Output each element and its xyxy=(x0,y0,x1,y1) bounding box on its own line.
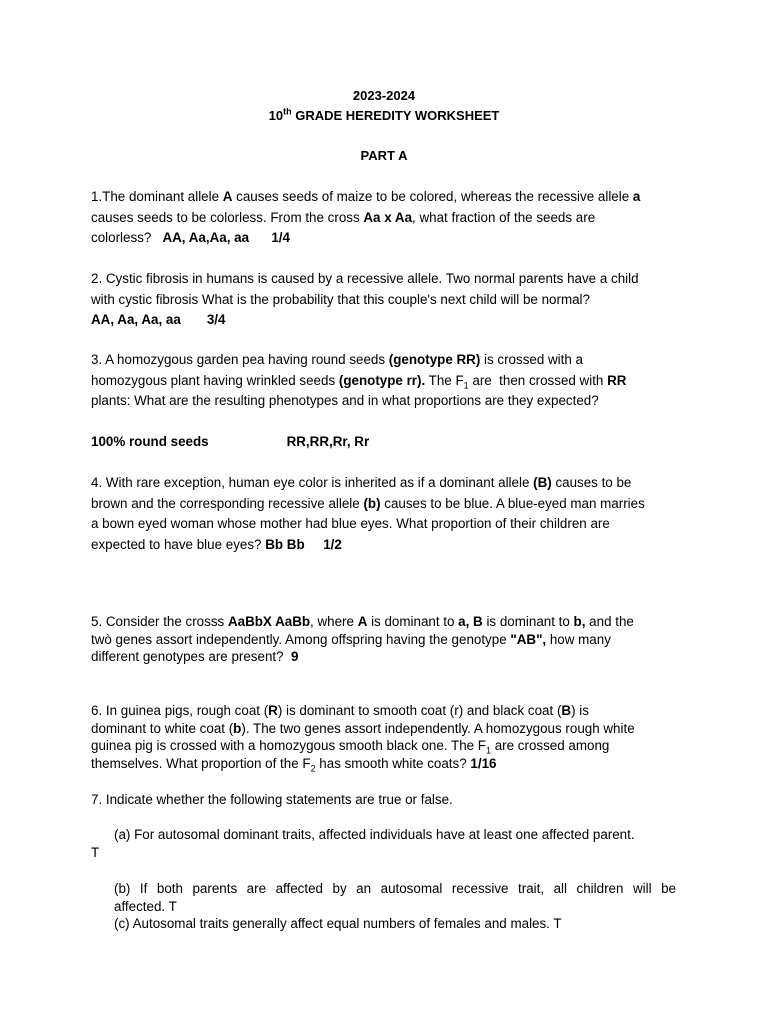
q5-text: different genotypes are present? xyxy=(91,649,292,664)
q6-text: ). The two genes assort independently. A homozygous rough white xyxy=(241,720,635,736)
q3-text: are then crossed with xyxy=(468,372,608,388)
q6-text: has smooth white coats? xyxy=(315,755,471,771)
q3-answer-phenotype: 100% round seeds xyxy=(91,434,209,449)
question-1-line-3 xyxy=(91,228,681,249)
question-3-line-2 xyxy=(91,371,681,392)
question-6-line-2 xyxy=(91,720,681,738)
q7-statement-a-answer-text: T xyxy=(91,845,100,860)
q5-text: how many xyxy=(546,631,611,647)
q6-allele: R xyxy=(268,703,278,718)
q1-text: causes seeds of maize to be colored, whereas the recessive allele xyxy=(232,189,633,204)
question-6-line-1 xyxy=(91,702,681,720)
q5-text: is dominant to xyxy=(367,614,459,629)
q1-text: colorless? xyxy=(91,230,163,245)
school-year-text: 2023-2024 xyxy=(352,88,416,103)
q6-text: dominant to white coat ( xyxy=(91,720,234,736)
q7-statement-c-text: (c) Autosomal traits generally affect equal numbers of females and males. T xyxy=(114,916,562,931)
q6-text: guinea pig is crossed with a homozygous smooth black one. The F xyxy=(91,738,486,753)
q3-rr: RR xyxy=(607,372,627,388)
q5-allele: A xyxy=(357,614,368,629)
q1-cross: Aa x Aa xyxy=(363,209,413,225)
worksheet-title xyxy=(0,106,768,126)
q5-text: 5. Consider the crosss xyxy=(91,614,228,629)
q3-answer xyxy=(91,432,681,453)
q3-answer-genotypes: RR,RR,Rr, Rr xyxy=(286,434,370,449)
title-grade-suffix: th xyxy=(283,106,292,117)
q5-text: is dominant to xyxy=(482,614,574,629)
q7-statement-a xyxy=(114,825,676,846)
title-text: GRADE HEREDITY WORKSHEET xyxy=(291,108,500,123)
q3-text: is crossed with a xyxy=(480,352,583,367)
q4-text: expected to have blue eyes? xyxy=(91,536,266,552)
question-6 xyxy=(91,702,681,772)
q3-answer-line xyxy=(91,432,681,453)
q6-allele: b xyxy=(233,720,242,736)
q1-text: causes seeds to be colorless. From the cross xyxy=(91,209,364,225)
q7-statement-b xyxy=(114,880,676,915)
q6-text: ) is dominant to smooth coat (r) and black coat ( xyxy=(277,703,562,718)
q5-allele: a, B xyxy=(458,614,483,629)
q1-allele-dominant: A xyxy=(222,189,233,204)
q5-genotype: "AB", xyxy=(510,631,547,647)
question-3-line-3: plants: What are the resulting phenotypes and in what proportions are they expected? xyxy=(91,393,599,408)
q7-statement-b-line-2: affected. T xyxy=(114,898,177,914)
question-5 xyxy=(91,613,681,666)
question-1-line-1 xyxy=(91,187,681,208)
q5-text: , where xyxy=(310,614,358,629)
q6-f1-subscript: 1 xyxy=(486,745,492,756)
q3-genotype-rr-dominant: (genotype RR) xyxy=(388,352,481,367)
question-7-intro: 7. Indicate whether the following statements are true or false. xyxy=(91,792,453,807)
question-6-line-4 xyxy=(91,755,681,773)
q5-text: twò genes assort independently. Among offspring having the genotype xyxy=(91,631,511,647)
question-7 xyxy=(91,790,681,811)
q4-allele-dominant: (B) xyxy=(533,475,552,490)
q4-text: causes to be blue. A blue-eyed man marries xyxy=(380,495,645,511)
q5-cross: AaBbX AaBb xyxy=(227,614,311,629)
q3-genotype-rr-recessive: (genotype rr). xyxy=(338,372,426,388)
q1-allele-recessive: a xyxy=(632,189,641,204)
q4-allele-recessive: (b) xyxy=(363,495,381,511)
q4-text: brown and the corresponding recessive allele xyxy=(91,495,364,511)
q6-f2-subscript: 2 xyxy=(310,763,316,774)
question-2 xyxy=(91,269,681,331)
q6-allele: B xyxy=(561,703,572,718)
question-5-line-1 xyxy=(91,613,681,631)
question-5-line-3 xyxy=(91,648,681,666)
q4-text: 4. With rare exception, human eye color is inherited as if a dominant allele xyxy=(91,475,534,490)
q3-text: 3. A homozygous garden pea having round seeds xyxy=(91,352,389,367)
q2-answer: AA, Aa, Aa, aa 3/4 xyxy=(91,312,226,327)
q5-allele: b, xyxy=(573,614,586,629)
question-2-line-1: 2. Cystic fibrosis in humans is caused by a recessive allele. Two normal parents have a child xyxy=(91,271,639,286)
part-heading-text: PART A xyxy=(360,148,408,163)
question-6-line-3 xyxy=(91,737,681,755)
q6-text: themselves. What proportion of the F xyxy=(91,755,311,771)
q6-text: 6. In guinea pigs, rough coat ( xyxy=(91,703,269,718)
question-5-line-2 xyxy=(91,631,681,649)
question-1 xyxy=(91,187,681,249)
question-4-line-4 xyxy=(91,535,681,556)
q7-statement-a-answer xyxy=(91,843,99,863)
q7-statement-b-line-1: (b) If both parents are affected by an autosomal recessive trait, all children will be xyxy=(114,881,676,896)
part-heading xyxy=(0,146,768,166)
q3-f-subscript: 1 xyxy=(463,380,469,391)
question-1-line-2 xyxy=(91,208,681,229)
question-3-line-1 xyxy=(91,350,681,371)
q5-answer: 9 xyxy=(291,649,299,664)
question-2-line-2: with cystic fibrosis What is the probability that this couple's next child will be normal? xyxy=(91,291,590,307)
q3-text: The F xyxy=(425,372,464,388)
question-4-line-1 xyxy=(91,473,681,494)
question-4-line-3: a bown eyed woman whose mother had blue eyes. What proportion of their children are xyxy=(91,516,610,531)
q4-answer: Bb Bb 1/2 xyxy=(265,536,342,552)
q4-text: causes to be xyxy=(551,475,632,490)
q6-text: ) is xyxy=(571,703,589,718)
q6-text: are crossed among xyxy=(491,738,610,753)
q3-text: homozygous plant having wrinkled seeds xyxy=(91,372,339,388)
q1-text: 1.The dominant allele xyxy=(91,189,223,204)
q7-statement-a-text: (a) For autosomal dominant traits, affected individuals have at least one affected parent. xyxy=(114,827,635,842)
question-4 xyxy=(91,473,681,555)
title-grade-number: 10 xyxy=(268,108,284,123)
q5-text: and the xyxy=(585,614,634,629)
q1-text: , what fraction of the seeds are xyxy=(412,209,596,225)
school-year xyxy=(0,86,768,106)
question-4-line-2 xyxy=(91,494,681,515)
q1-answer: AA, Aa,Aa, aa 1/4 xyxy=(162,230,290,245)
q7-statement-c xyxy=(114,915,676,933)
q6-answer: 1/16 xyxy=(470,755,497,771)
question-3 xyxy=(91,350,681,412)
